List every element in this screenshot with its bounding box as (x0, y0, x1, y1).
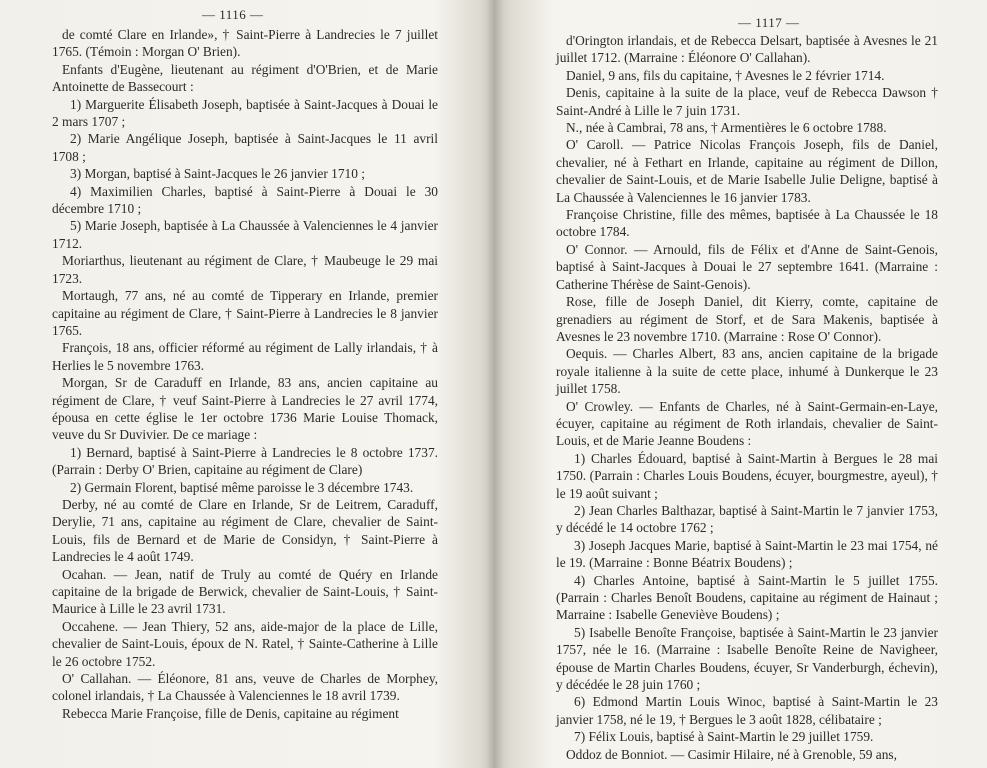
right-page-paragraph: 3) Joseph Jacques Marie, baptisé à Saint-Martin le 23 mai 1754, né le 19. (Marraine : Bonne Béatrix Boudens) ; (556, 537, 938, 571)
left-page-paragraph: O' Callahan. — Éléonore, 81 ans, veuve de Charles de Morphey, colonel irlandais, † La Chaussée à Valenciennes le 18 avril 1739. (52, 671, 438, 704)
right-page-paragraph: 2) Jean Charles Balthazar, baptisé à Saint-Martin le 7 janvier 1753, y décédé le 14 octobre 1762 ; (556, 502, 938, 536)
left-page-paragraph: 2) Germain Florent, baptisé même paroisse le 3 décembre 1743. (70, 479, 414, 495)
left-page-paragraph: Moriarthus, lieutenant au régiment de Clare, † Maubeuge le 29 mai 1723. (52, 253, 438, 286)
right-page-paragraph: 4) Charles Antoine, baptisé à Saint-Martin le 5 juillet 1755. (Parrain : Charles Benoît Boudens, capitaine au régiment de Hainaut ; Marraine : Isabelle Geneviève Boudens) ; (556, 572, 938, 623)
left-page-paragraph: Occahene. — Jean Thiery, 52 ans, aide-major de la place de Lille, chevalier de Saint-Louis, époux de N. Ratel, † Sainte-Catherine à Lille le 26 octobre 1752. (52, 618, 438, 669)
right-page (556, 0, 938, 768)
right-page-paragraph: Daniel, 9 ans, fils du capitaine, † Avesnes le 2 février 1714. (566, 67, 885, 83)
right-page-number: — 1117 — (738, 15, 800, 30)
right-page-body (556, 32, 938, 763)
right-page-paragraph: 6) Edmond Martin Louis Winoc, baptisé à Saint-Martin le 23 janvier 1758, né le 19, † Bergues le 3 août 1828, célibataire ; (556, 694, 938, 727)
left-page-paragraph: 2) Marie Angélique Joseph, baptisée à Saint-Jacques le 11 avril 1708 ; (52, 131, 438, 164)
left-page (52, 0, 438, 768)
left-page-body (52, 26, 438, 722)
right-page-paragraph: O' Connor. — Arnould, fils de Félix et d'Anne de Saint-Genois, baptisé à Saint-Jacques à Douai le 27 septembre 1641. (Marraine : Catherine Thérèse de Saint-Genois). (556, 241, 938, 292)
left-page-paragraph: Rebecca Marie Françoise, fille de Denis, capitaine au régiment (62, 705, 399, 721)
right-page-paragraph: Denis, capitaine à la suite de la place, veuf de Rebecca Dawson † Saint-André à Lille le 7 juin 1731. (556, 85, 938, 118)
right-page-paragraph: O' Caroll. — Patrice Nicolas François Joseph, fils de Daniel, chevalier, né à Fethart en Irlande, capitaine au régiment de Dillon, chevalier de Saint-Louis, et de Marie Isabelle Julie Deligne, baptisé à La Chaussée à Valenciennes le 16 janvier 1783. (556, 137, 938, 205)
right-page-paragraph: Françoise Christine, fille des mêmes, baptisée à La Chaussée le 18 octobre 1784. (556, 207, 938, 240)
left-page-paragraph: 4) Maximilien Charles, baptisé à Saint-Pierre à Douai le 30 décembre 1710 ; (52, 183, 438, 217)
left-page-paragraph: 1) Marguerite Élisabeth Joseph, baptisée à Saint-Jacques à Douai le 2 mars 1707 ; (52, 96, 438, 130)
left-page-paragraph: Enfants d'Eugène, lieutenant au régiment d'O'Brien, et de Marie Antoinette de Bassecourt : (52, 61, 438, 95)
book-gutter (480, 0, 510, 768)
left-page-paragraph: François, 18 ans, officier réformé au régiment de Lally irlandais, † à Herlies le 5 novembre 1763. (52, 340, 438, 373)
right-page-paragraph: O' Crowley. — Enfants de Charles, né à Saint-Germain-en-Laye, écuyer, capitaine au régiment de Roth irlandais, chevalier de Saint-Louis, et de Marie Jeanne Boudens : (556, 398, 938, 449)
left-page-paragraph: 3) Morgan, baptisé à Saint-Jacques le 26 janvier 1710 ; (70, 166, 366, 182)
left-page-paragraph: Morgan, Sr de Caraduff en Irlande, 83 ans, ancien capitaine au régiment de Clare, † veuf Saint-Pierre à Landrecies le 27 avril 1774, épousa en cette église le 1er octobre 1736 Marie Louise Thomack, veuve du Sr Duvivier. De ce mariage : (52, 375, 438, 443)
right-page-paragraph: N., née à Cambrai, 78 ans, † Armentières le 6 octobre 1788. (566, 120, 887, 136)
left-page-paragraph: Mortaugh, 77 ans, né au comté de Tipperary en Irlande, premier capitaine au régiment de Clare, † Saint-Pierre à Landrecies le 8 janvier 1765. (52, 288, 438, 338)
right-page-paragraph: 1) Charles Édouard, baptisé à Saint-Martin à Bergues le 28 mai 1750. (Parrain : Charles Louis Boudens, écuyer, bourgmestre, ayeul), † le 19 août suivant ; (556, 450, 938, 501)
right-page-paragraph: Oequis. — Charles Albert, 83 ans, ancien capitaine de la brigade royale italienne à la suite de cette place, inhumé à Dunkerque le 23 juillet 1758. (556, 346, 938, 397)
right-page-paragraph: 5) Isabelle Benoîte Françoise, baptisée à Saint-Martin le 23 janvier 1757, née le 16. (Marraine : Isabelle Benoîte Reine de Navigheer, épouse de Martin Charles Boudens, écuyer, Sr Vanderburgh, échevin), y décédée le 28 juin 1760 ; (556, 624, 938, 693)
left-page-paragraph: 5) Marie Joseph, baptisée à La Chaussée à Valenciennes le 4 janvier 1712. (52, 218, 438, 251)
left-page-paragraph: 1) Bernard, baptisé à Saint-Pierre à Landrecies le 8 octobre 1737. (Parrain : Derby O' Brien, capitaine au régiment de Clare) (52, 444, 438, 478)
right-page-paragraph: 7) Félix Louis, baptisé à Saint-Martin le 29 juillet 1759. (574, 729, 874, 745)
left-page-number: — 1116 — (202, 7, 264, 22)
right-page-paragraph: Rose, fille de Joseph Daniel, dit Kierry, comte, capitaine de grenadiers au régiment de Storf, et de Sara Makenis, baptisée à Avesnes le 23 novembre 1710. (Marraine : Rose O' Connor). (556, 294, 938, 344)
left-page-paragraph: Derby, né au comté de Clare en Irlande, Sr de Leitrem, Caraduff, Derylie, 71 ans, capitaine au régiment de Clare, chevalier de Saint-Louis, fils de Bernard et de Marie de Considyn, † Saint-Pierre à Landrecies le 4 août 1749. (52, 496, 438, 565)
right-page-paragraph: Oddoz de Bonniot. — Casimir Hilaire, né à Grenoble, 59 ans, (566, 746, 897, 762)
left-page-paragraph: Ocahan. — Jean, natif de Truly au comté de Quéry en Irlande capitaine de la brigade de Berwick, chevalier de Saint-Louis, † Saint-Maurice à Lille le 23 avril 1731. (52, 566, 438, 617)
left-page-paragraph: de comté Clare en Irlande», † Saint-Pierre à Landrecies le 7 juillet 1765. (Témoin : Morgan O' Brien). (52, 27, 438, 60)
right-page-paragraph: d'Orington irlandais, et de Rebecca Delsart, baptisée à Avesnes le 21 juillet 1712. (Marraine : Éléonore O' Callahan). (556, 33, 938, 66)
